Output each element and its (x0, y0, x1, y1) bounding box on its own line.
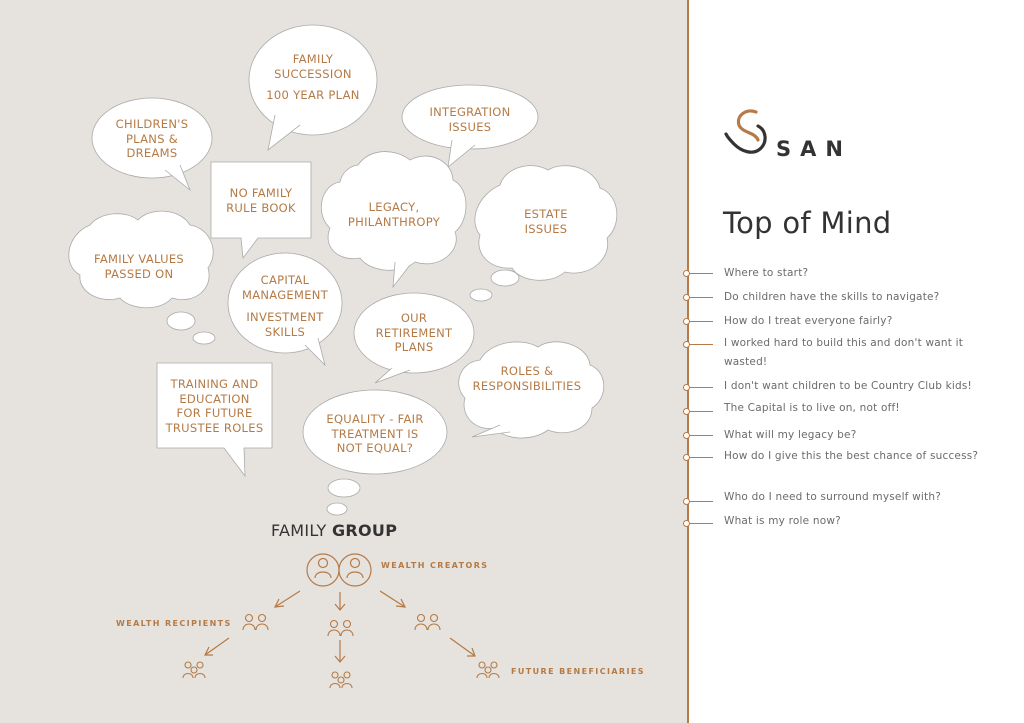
label-wealth-creators: WEALTH CREATORS (381, 561, 489, 570)
bubble-capital-management (228, 253, 342, 365)
question-item: How do I give this the best chance of success? (724, 450, 979, 462)
bubble-text-family-values: FAMILY VALUES PASSED ON (93, 252, 184, 281)
question-item: I don't want children to be Country Club kids! (724, 380, 972, 392)
person-group-middle (330, 672, 352, 688)
bubble-text-our-retirement-plans: OUR RETIREMENT PLANS (375, 311, 453, 354)
bubble-text-training-education: TRAINING AND EDUCATION FOR FUTURE TRUSTEE ROLES (165, 377, 264, 435)
question-item: Who do I need to surround myself with? (724, 491, 941, 503)
timeline-dot (683, 384, 690, 391)
timeline-dot (683, 294, 690, 301)
timeline-tick (690, 523, 713, 524)
timeline-dot (683, 498, 690, 505)
brand-name: SAN (776, 137, 852, 161)
timeline-dot (683, 432, 690, 439)
timeline-dot (683, 520, 690, 527)
bubble-text-roles-responsibilities: ROLES & RESPONSIBILITIES (472, 364, 582, 393)
person-group-right (477, 662, 499, 678)
bubble-text-estate-issues: ESTATE ISSUES (524, 207, 568, 236)
timeline-dot (683, 318, 690, 325)
timeline-line (687, 270, 688, 528)
question-item: What will my legacy be? (724, 429, 857, 441)
timeline-tick (690, 457, 713, 458)
timeline-tick (690, 273, 713, 274)
label-wealth-recipients: WEALTH RECIPIENTS (116, 619, 232, 628)
person-pair-middle (328, 621, 353, 637)
san-logo-icon (722, 106, 778, 162)
bubble-text-integration-issues: INTEGRATION ISSUES (429, 105, 511, 134)
timeline-tick (690, 297, 713, 298)
timeline-tick (690, 321, 713, 322)
question-item: What is my role now? (724, 515, 841, 527)
bubble-text-no-family-rule-book: NO FAMILY RULE BOOK (226, 186, 296, 215)
bubble-text-equality: EQUALITY - FAIR TREATMENT IS NOT EQUAL? (326, 412, 424, 455)
question-item: How do I treat everyone fairly? (724, 315, 893, 327)
timeline-dot (683, 270, 690, 277)
timeline-dot (683, 341, 690, 348)
timeline-dot (683, 454, 690, 461)
question-item: Do children have the skills to navigate? (724, 291, 940, 303)
bubble-text-legacy: LEGACY, PHILANTHROPY (347, 200, 441, 229)
person-pair-left (243, 615, 268, 631)
timeline-tick (690, 435, 713, 436)
timeline-tick (690, 387, 713, 388)
timeline-dot (683, 408, 690, 415)
family-group-heading (271, 521, 397, 540)
family-group-prefix: FAMILY (271, 521, 327, 540)
timeline-tick (690, 344, 713, 345)
person-pair-right (415, 615, 440, 631)
arrow-recipient-right (450, 638, 475, 656)
timeline-tick (690, 411, 713, 412)
person-group-left (183, 662, 205, 678)
label-future-beneficiaries: FUTURE BENEFICIARIES (511, 667, 645, 676)
bubble-text-investment-skills: INVESTMENT SKILLS (246, 310, 324, 339)
bubble-text-family-succession: FAMILY SUCCESSION (274, 52, 352, 81)
question-item: The Capital is to live on, not off! (724, 402, 900, 414)
arrow-recipient-left (205, 638, 229, 655)
question-item: Where to start? (724, 267, 809, 279)
bubble-text-childrens-plans: CHILDREN'S PLANS & DREAMS (115, 117, 189, 160)
bubble-text-100-year-plan: 100 YEAR PLAN (266, 88, 360, 102)
page-title: Top of Mind (723, 206, 892, 240)
family-group-bold: GROUP (331, 521, 398, 540)
timeline-tick (690, 501, 713, 502)
question-item: I worked hard to build this and don't want it wasted! (724, 337, 964, 368)
bubble-text-capital-management: CAPITAL MANAGEMENT (241, 273, 329, 302)
